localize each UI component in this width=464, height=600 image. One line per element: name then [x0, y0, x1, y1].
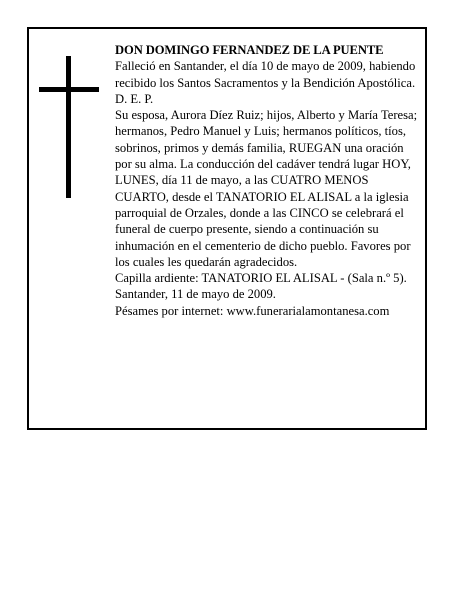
obituary-frame [27, 27, 427, 430]
condolences-link: Pésames por internet: www.funerarialamontanesa.com [115, 303, 390, 318]
family-request: Su esposa, Aurora Díez Ruiz; hijos, Alberto y María Teresa; hermanos, Pedro Manuel y Luis; hermanos políticos, tíos, sobrinos, primos y demás familia, RUEGAN una oración por su alma. La conducción del cadáver tendrá lugar HOY, LUNES, día 11 de mayo, a las CUATRO MENOS CUARTO, desde el TANATORIO EL ALISAL a la iglesia parroquial de Orzales, donde a las CINCO se celebrará el funeral de cuerpo presente, siendo a continuación su inhumación en el cementerio de dicho pueblo. Favores por los cuales les quedarán agradecidos. [115, 108, 418, 269]
rip-line: D. E. P. [115, 91, 154, 106]
chapel-info: Capilla ardiente: TANATORIO EL ALISAL - (Sala n.º 5). [115, 271, 407, 286]
deceased-name: DON DOMINGO FERNANDEZ DE LA PUENTE [115, 43, 384, 57]
cross-horizontal-bar [39, 87, 99, 92]
death-notice: Falleció en Santander, el día 10 de mayo de 2009, habiendo recibido los Santos Sacramentos y la Bendición Apostólica. [115, 59, 416, 90]
place-date: Santander, 11 de mayo de 2009. [115, 287, 276, 302]
obituary-text [115, 42, 419, 319]
cross-vertical-bar [66, 56, 71, 198]
cross-icon [39, 56, 101, 198]
